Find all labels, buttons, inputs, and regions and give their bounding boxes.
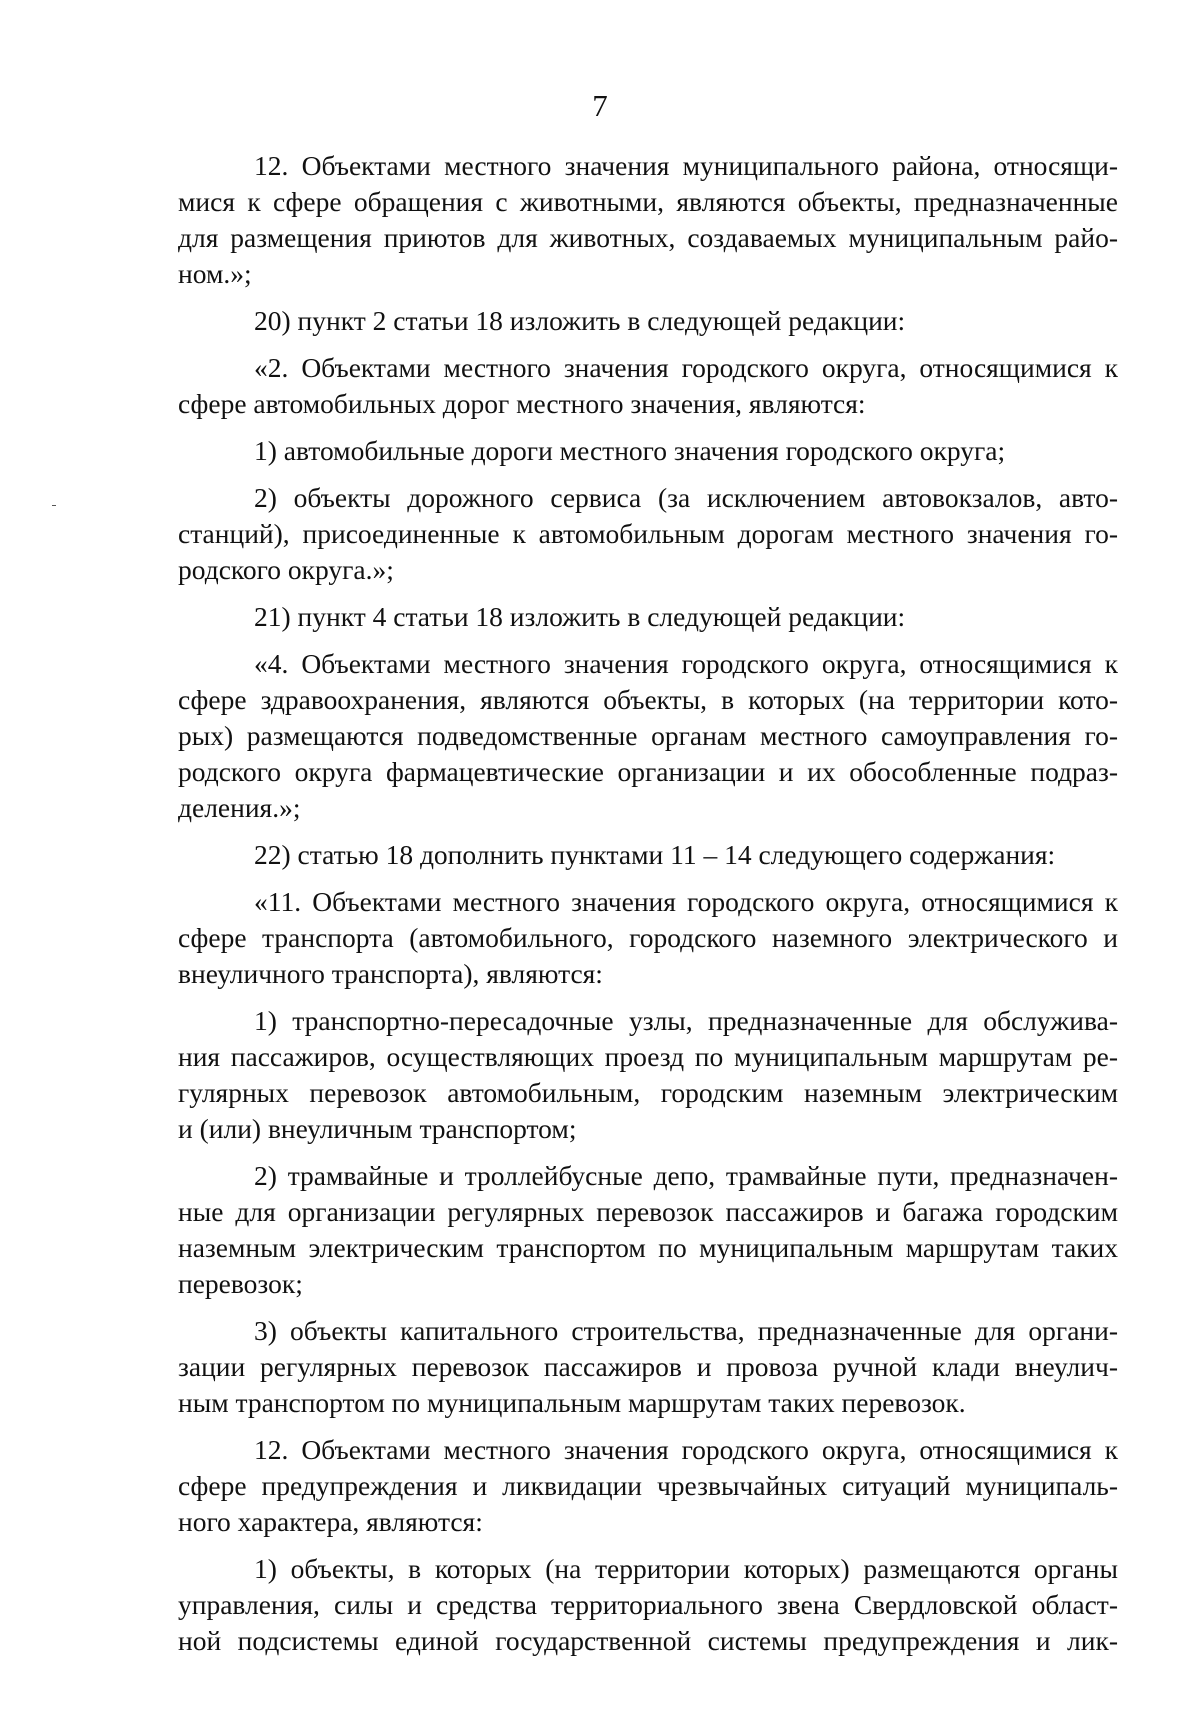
text-line: 12. Объектами местного значения муниципального района, относящи- xyxy=(254,150,1118,181)
paragraph xyxy=(178,1003,1118,1147)
text-line: внеуличного транспорта), являются: xyxy=(178,958,603,989)
text-line: гулярных перевозок автомобильным, городским наземным электрическим xyxy=(178,1077,1118,1108)
text-line: 1) транспортно-пересадочные узлы, предназначенные для обслужива- xyxy=(254,1005,1118,1036)
paragraph xyxy=(178,480,1118,588)
text-line: родского округа.»; xyxy=(178,554,394,585)
paragraph xyxy=(178,1551,1118,1659)
text-line: рых) размещаются подведомственные органам местного самоуправления го- xyxy=(178,720,1118,751)
text-line: 2) трамвайные и троллейбусные депо, трамвайные пути, предназначен- xyxy=(254,1160,1118,1191)
text-line: 21) пункт 4 статьи 18 изложить в следующей редакции: xyxy=(254,601,906,632)
scan-artifact xyxy=(52,505,56,506)
paragraph xyxy=(178,1313,1118,1421)
text-line: 2) объекты дорожного сервиса (за исключением автовокзалов, авто- xyxy=(254,482,1118,513)
paragraph xyxy=(178,646,1118,826)
text-line: станций), присоединенные к автомобильным дорогам местного значения го- xyxy=(178,518,1118,549)
text-line: 12. Объектами местного значения городского округа, относящимися к xyxy=(254,1434,1118,1465)
text-line: сфере автомобильных дорог местного значения, являются: xyxy=(178,388,866,419)
text-line: зации регулярных перевозок пассажиров и провоза ручной клади внеулич- xyxy=(178,1351,1118,1382)
text-line: ные для организации регулярных перевозок пассажиров и багажа городским xyxy=(178,1196,1118,1227)
text-line: ного характера, являются: xyxy=(178,1506,483,1537)
text-line: перевозок; xyxy=(178,1268,303,1299)
text-line: «11. Объектами местного значения городского округа, относящимися к xyxy=(254,886,1118,917)
paragraph xyxy=(178,1432,1118,1540)
text-line: ной подсистемы единой государственной системы предупреждения и лик- xyxy=(178,1625,1118,1656)
text-line: ния пассажиров, осуществляющих проезд по муниципальным маршрутам ре- xyxy=(178,1041,1118,1072)
text-line: 1) объекты, в которых (на территории которых) размещаются органы xyxy=(254,1553,1118,1584)
paragraph xyxy=(178,599,1118,635)
text-line: ном.»; xyxy=(178,258,252,289)
text-line: сфере предупреждения и ликвидации чрезвычайных ситуаций муниципаль- xyxy=(178,1470,1118,1501)
paragraph xyxy=(178,433,1118,469)
page-number: 7 xyxy=(592,88,608,123)
text-line: мися к сфере обращения с животными, являются объекты, предназначенные xyxy=(178,186,1118,217)
paragraph xyxy=(178,1158,1118,1302)
text-line: «2. Объектами местного значения городского округа, относящимися к xyxy=(254,352,1118,383)
text-line: и (или) внеуличным транспортом; xyxy=(178,1113,577,1144)
text-line: ным транспортом по муниципальным маршрутам таких перевозок. xyxy=(178,1387,966,1418)
paragraph xyxy=(178,148,1118,292)
text-line: 1) автомобильные дороги местного значения городского округа; xyxy=(254,435,1006,466)
text-line: для размещения приютов для животных, создаваемых муниципальным райо- xyxy=(178,222,1118,253)
text-line: наземным электрическим транспортом по муниципальным маршрутам таких xyxy=(178,1232,1118,1263)
text-line: 22) статью 18 дополнить пунктами 11 – 14 следующего содержания: xyxy=(254,839,1056,870)
text-line: «4. Объектами местного значения городского округа, относящимися к xyxy=(254,648,1118,679)
text-line: сфере здравоохранения, являются объекты, в которых (на территории кото- xyxy=(178,684,1118,715)
document-body xyxy=(178,148,1118,1670)
text-line: управления, силы и средства территориального звена Свердловской област- xyxy=(178,1589,1118,1620)
paragraph xyxy=(178,837,1118,873)
paragraph xyxy=(178,350,1118,422)
text-line: родского округа фармацевтические организации и их обособленные подраз- xyxy=(178,756,1118,787)
text-line: сфере транспорта (автомобильного, городского наземного электрического и xyxy=(178,922,1118,953)
paragraph xyxy=(178,884,1118,992)
text-line: 20) пункт 2 статьи 18 изложить в следующей редакции: xyxy=(254,305,906,336)
text-line: деления.»; xyxy=(178,792,301,823)
text-line: 3) объекты капитального строительства, предназначенные для органи- xyxy=(254,1315,1118,1346)
paragraph xyxy=(178,303,1118,339)
